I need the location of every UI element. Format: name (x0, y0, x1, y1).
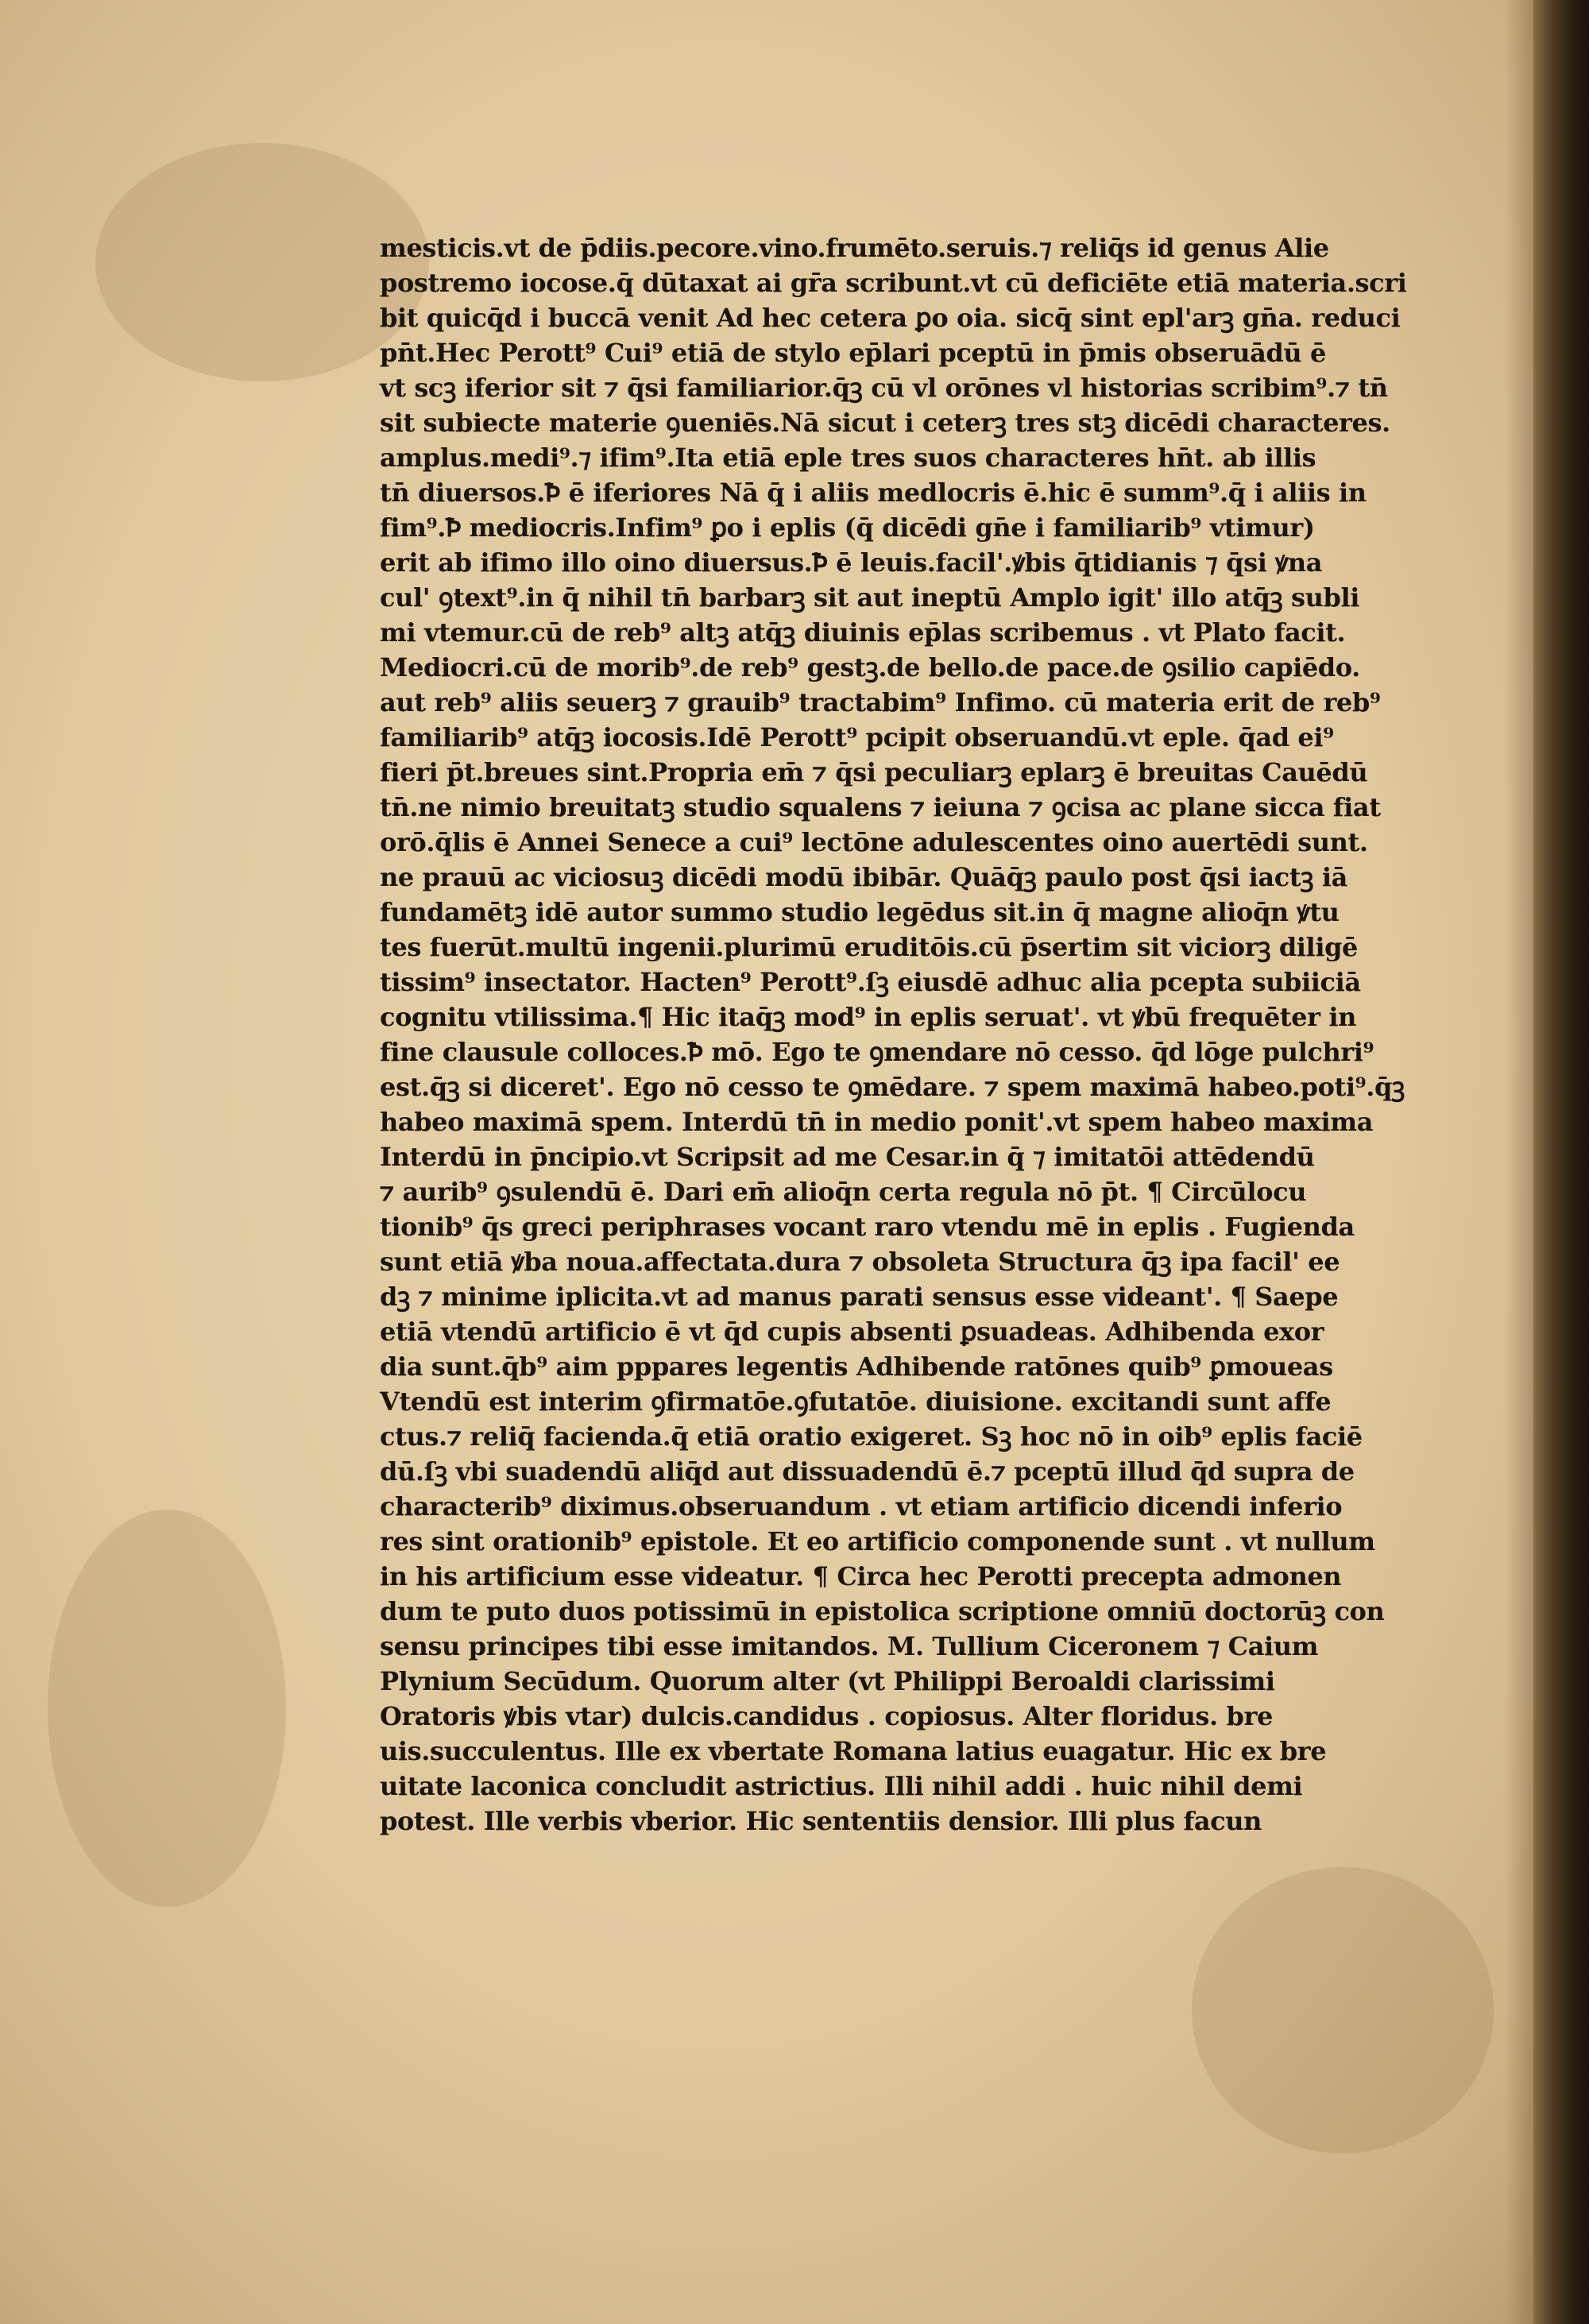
text-line: ⁊ aurib⁹ ꝯsulendū ē. Dari em̄ alioq̄n certa regula nō p̄t. ¶ Circūlocu (380, 1177, 1307, 1207)
text-line: habeo maximā spem. Interdū tn̄ in medio ponit'.vt spem habeo maxima (380, 1107, 1374, 1137)
text-line: fundamētꝫ idē autor summo studio legēdus sit.in q̄ magne alioq̄n ꝟtu (380, 897, 1340, 927)
text-line: dum te puto duos potissimū in epistolica scriptione omniū doctorūꝫ con (380, 1596, 1385, 1626)
text-block (380, 230, 1454, 1874)
text-line: fine clausule colloces.Ꝥ mō. Ego te ꝯmendare nō cesso. q̄d lōge pulchri⁹ (380, 1037, 1374, 1067)
text-line: in his artificium esse videatur. ¶ Circa hec Perotti precepta admonen (380, 1561, 1342, 1591)
text-line: cognitu vtilissima.¶ Hic itaq̄ꝫ mod⁹ in eplis seruat'. vt ꝟbū frequēter in (380, 1002, 1356, 1032)
text-line: characterib⁹ diximus.obseruandum . vt etiam artificio dicendi inferio (380, 1491, 1343, 1522)
text-line: fieri p̄t.breues sint.Propria em̄ ⁊ q̄si peculiarꝫ eplarꝫ ē breuitas Cauēdū (380, 757, 1368, 787)
text-line: ctus.⁊ reliq̄ facienda.q̄ etiā oratio exigeret. Sꝫ hoc nō in oib⁹ eplis faciē (380, 1421, 1363, 1452)
text-line: sunt etiā ꝟba noua.affectata.dura ⁊ obsoleta Structura q̄ꝫ ipa facil' ee (380, 1247, 1340, 1277)
text-line: aut reb⁹ aliis seuerꝫ ⁊ grauib⁹ tractabim⁹ Infimo. cū materia erit de reb⁹ (380, 687, 1381, 717)
text-line: ne prauū ac viciosuꝫ dicēdi modū ibibār. Quāq̄ꝫ paulo post q̄si iactꝫ iā (380, 862, 1347, 892)
paper-stain (1192, 1867, 1494, 2153)
text-line: sit subiecte materie ꝯueniēs.Nā sicut i ceterꝫ tres stꝫ dicēdi characteres. (380, 408, 1390, 438)
paper-stain (48, 1510, 286, 1907)
text-line: bit quicq̄d i buccā venit Ad hec cetera ꝑo oia. sicq̄ sint epl'arꝫ gn̄a. reduci (380, 303, 1401, 333)
text-line: mi vtemur.cū de reb⁹ altꝫ atq̄ꝫ diuinis ep̄las scribemus . vt Plato facit. (380, 617, 1346, 648)
text-line: fim⁹.Ꝥ mediocris.Infim⁹ ꝑo i eplis (q̄ dicēdi gn̄e i familiarib⁹ vtimur) (380, 512, 1315, 543)
text-line: Vtendū est interim ꝯfirmatōe.ꝯfutatōe. diuisione. excitandi sunt affe (380, 1386, 1332, 1417)
text-line: pn̄t.Hec Perott⁹ Cui⁹ etiā de stylo ep̄lari pceptū in p̄mis obseruādū ē (380, 338, 1326, 368)
text-line: vt scꝫ iferior sit ⁊ q̄si familiarior.q̄ꝫ cū vl orōnes vl historias scribim⁹.⁊ tn̄ (380, 373, 1388, 403)
text-line: Interdū in p̄ncipio.vt Scripsit ad me Cesar.in q̄ ⁊ imitatōi attēdendū (380, 1142, 1315, 1172)
text-line (380, 1839, 1454, 1874)
text-line: mesticis.vt de p̄diis.pecore.vino.frumēto.seruis.⁊ reliq̄s id genus Alie (380, 233, 1329, 263)
text-line: uis.succulentus. Ille ex vbertate Romana latius euagatur. Hic ex bre (380, 1736, 1327, 1766)
text-line: res sint orationib⁹ epistole. Et eo artificio componende sunt . vt nullum (380, 1526, 1375, 1556)
text-line: potest. Ille verbis vberior. Hic sententiis densior. Illi plus facun (380, 1806, 1262, 1836)
text-line: tes fuerūt.multū ingenii.plurimū eruditōis.cū p̄sertim sit viciorꝫ diligē (380, 932, 1359, 962)
text-line: etiā vtendū artificio ē vt q̄d cupis absenti ꝑsuadeas. Adhibenda exor (380, 1317, 1324, 1347)
text-line: tn̄.ne nimio breuitatꝫ studio squalens ⁊ ieiuna ⁊ ꝯcisa ac plane sicca fiat (380, 792, 1381, 822)
text-line: postremo iocose.q̄ dūtaxat ai gr̄a scribunt.vt cū deficiēte etiā materia.scri (380, 268, 1407, 298)
text-line: uitate laconica concludit astrictius. Illi nihil addi . huic nihil demi (380, 1771, 1303, 1801)
text-line: tn̄ diuersos.Ꝥ ē iferiores Nā q̄ i aliis medlocris ē.hic ē summ⁹.q̄ i aliis in (380, 478, 1367, 508)
book-gutter (1533, 0, 1589, 2324)
text-line: Mediocri.cū de morib⁹.de reb⁹ gestꝫ.de bello.de pace.de ꝯsilio capiēdo. (380, 652, 1360, 683)
text-line: erit ab ifimo illo oino diuersus.Ꝥ ē leuis.facil'.ꝟbis q̄tidianis ⁊ q̄si ꝟna (380, 547, 1323, 578)
text-line: Oratoris ꝟbis vtar) dulcis.candidus . copiosus. Alter floridus. bre (380, 1701, 1273, 1731)
text-line: Plynium Secūdum. Quorum alter (vt Philippi Beroaldi clarissimi (380, 1666, 1275, 1696)
text-line: tissim⁹ insectator. Hacten⁹ Perott⁹.ſꝫ eiusdē adhuc alia pcepta subiiciā (380, 967, 1361, 997)
text-line: est.q̄ꝫ si diceret'. Ego nō cesso te ꝯmēdare. ⁊ spem maximā habeo.poti⁹.q̄ꝫ (380, 1072, 1405, 1102)
text-line: dia sunt.q̄b⁹ aim pppares legentis Adhibende ratōnes quib⁹ ꝑmoueas (380, 1351, 1333, 1382)
text-line: amplus.medi⁹.⁊ ifim⁹.Ita etiā eple tres suos characteres hn̄t. ab illis (380, 443, 1316, 473)
text-line: orō.q̄lis ē Annei Senece a cui⁹ lectōne adulescentes oino auertēdi sunt. (380, 827, 1368, 857)
text-line: tionib⁹ q̄s greci periphrases vocant raro vtendu mē in eplis . Fugienda (380, 1212, 1355, 1242)
text-line: sensu principes tibi esse imitandos. M. Tullium Ciceronem ⁊ Caium (380, 1631, 1319, 1661)
text-line: cul' ꝯtext⁹.in q̄ nihil tn̄ barbarꝫ sit aut ineptū Amplo igit' illo atq̄ꝫ subli (380, 582, 1359, 613)
gutter-shadow (1505, 0, 1533, 2324)
text-line: familiarib⁹ atq̄ꝫ iocosis.Idē Perott⁹ pcipit obseruandū.vt eple. q̄ad ei⁹ (380, 722, 1334, 752)
text-line: dꝫ ⁊ minime iplicita.vt ad manus parati sensus esse videant'. ¶ Saepe (380, 1282, 1339, 1312)
text-line: dū.ſꝫ vbi suadendū aliq̄d aut dissuadendū ē.⁊ pceptū illud q̄d supra de (380, 1456, 1355, 1487)
paper-stain (95, 143, 429, 381)
